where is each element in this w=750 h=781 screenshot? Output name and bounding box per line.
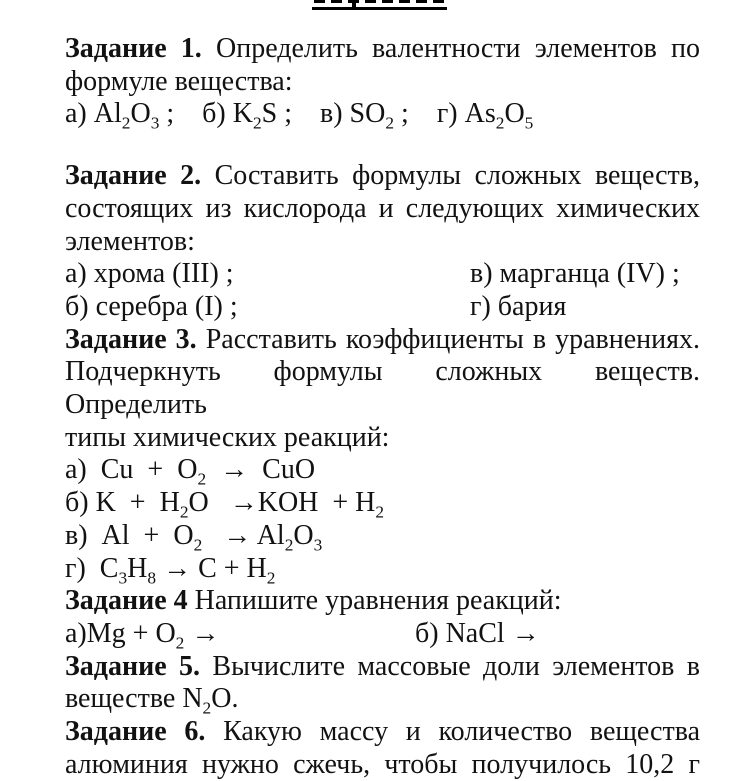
task-1-heading-line: [65, 33, 700, 66]
task-3-heading-line: [65, 324, 700, 357]
option-b: б) серебра (I) ;: [65, 290, 238, 322]
task-2-options-row-2: [65, 291, 700, 324]
task-5: [65, 651, 700, 716]
formula-item-a: а) $Al_2O_3$ ;: [65, 98, 175, 133]
option-v: в) марганца (IV) ;: [470, 258, 680, 290]
task-3-label: Задание 3.: [65, 323, 206, 355]
task-4: [65, 585, 700, 653]
formula-item-v: в) $SO_2$ ;: [320, 98, 409, 133]
equation-g: г) $C_3H_8 \to C + H_2$: [65, 552, 276, 588]
option-g: г) бария: [470, 290, 567, 322]
formula-item-b: б) $K_2S$ ;: [202, 98, 292, 133]
blank-line: [65, 131, 700, 160]
task-6: [65, 716, 700, 781]
task-2-text: Составить формулы сложных веществ,: [214, 160, 700, 192]
task-2-label: Задание 2.: [65, 160, 215, 192]
reaction-b: б) NaCl →: [415, 617, 540, 649]
task-4-heading-line: [65, 585, 700, 618]
task-2-text-line-2: состоящих из кислорода и следующих химических: [65, 192, 700, 224]
reaction-a: $а)Mg + O_2$ →: [65, 617, 220, 653]
task-5-text: Вычислите массовые доли элементов в: [212, 650, 700, 682]
task-1-label: Задание 1.: [65, 33, 216, 64]
task-5-heading-line: [65, 651, 700, 684]
task-6-heading-line: [65, 716, 700, 749]
task-4-options-row: [65, 618, 700, 651]
equation-a: а) $Cu + O_2$ → CuO: [65, 454, 316, 490]
task-1: [65, 33, 700, 131]
task-6-text: Какую массу и количество вещества: [223, 716, 701, 748]
task-6-label: Задание 6.: [65, 716, 224, 748]
task-2-heading-line: [65, 160, 700, 193]
task-2-options-row-1: [65, 258, 700, 291]
task-3-text-line-2: Подчеркнуть формулы сложных веществ. Определить: [65, 356, 700, 421]
document-body: [65, 0, 700, 781]
task-1-formula-list: [65, 98, 700, 131]
option-a: а) хрома (III) ;: [65, 258, 234, 290]
formula-item-g: г) $As_2O_5$: [436, 98, 534, 133]
task-5-label: Задание 5.: [65, 650, 213, 682]
task-3-text: Расставить коэффициенты в уравнениях.: [205, 323, 700, 355]
task-1-text-line-2: формуле вещества:: [65, 65, 293, 97]
task-3: [65, 324, 700, 586]
task-1-text: Определить валентности элементов по: [215, 33, 700, 64]
task-2-text-line-3: элементов:: [65, 225, 195, 257]
task-2: [65, 160, 700, 324]
equation-v: в) $Al + O_2 \to Al_2O_3$: [65, 519, 323, 555]
task-5-text-line-2: веществе $N_2O$.: [65, 683, 239, 718]
task-4-text: Напишите уравнения реакций:: [194, 585, 562, 617]
equation-b: б) $K + H_2O \to KOH + H_2$: [65, 487, 385, 522]
task-6-text-line-2: алюминия нужно сжечь, чтобы получилось 10,2 г: [65, 748, 700, 780]
task-4-label: Задание 4: [65, 585, 195, 617]
task-3-text-line-3: типы химических реакций:: [65, 421, 390, 453]
